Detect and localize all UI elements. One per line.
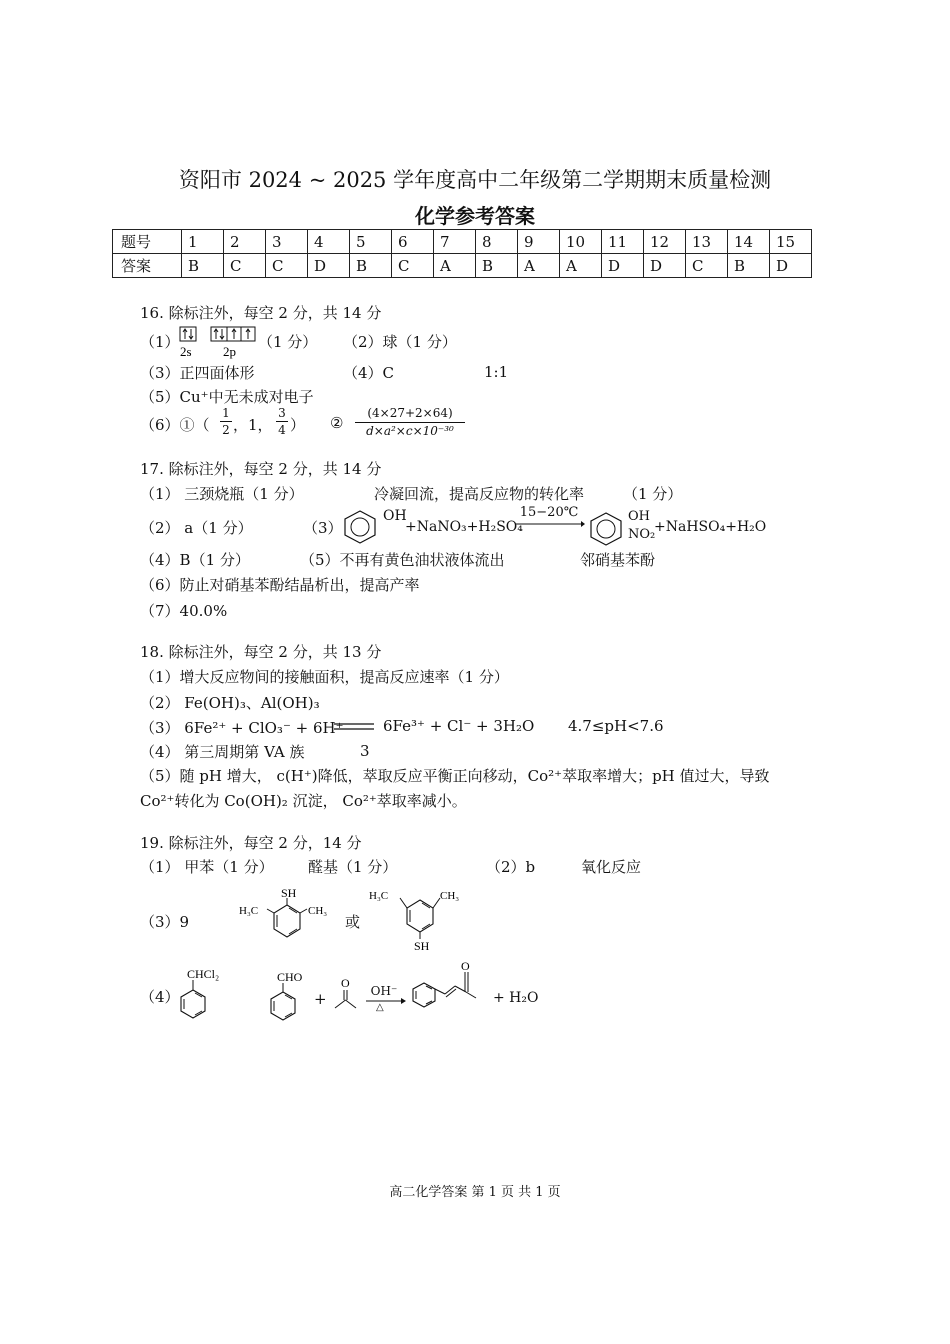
benzalacetone-structure-icon [410,958,490,1010]
table-cell: 5 [350,230,392,254]
thiophenol-structure-2-icon [366,884,476,954]
row-label-number: 题号 [113,230,182,254]
q19-part1b: 醛基（1 分） [308,858,398,876]
q16-part6-mid: ，1， [233,416,273,434]
fraction-numerator: 1 [222,406,230,420]
fraction-bar [276,421,288,422]
oxygen-label: O [461,959,470,973]
equals-sign-icon [334,722,374,732]
q17-part3: （3） [303,519,343,537]
chcl2-label: CHCl₂ [187,967,220,981]
table-cell: 11 [602,230,644,254]
table-cell: D [602,254,644,278]
table-cell: 7 [434,230,476,254]
table-cell: 2 [224,230,266,254]
q17-part5-name: 邻硝基苯酚 [580,551,656,569]
methyl-label: CH₃ [308,905,328,917]
q19-part4: （4） [140,988,180,1006]
reaction-arrow-icon [515,519,585,529]
q18-part5-line2: Co²⁺转化为 Co(OH)₂ 沉淀， Co²⁺萃取率减小。 [140,792,467,810]
q16-header: 16. 除标注外，每空 2 分，共 14 分 [140,304,382,322]
plus-sign: + [314,990,327,1008]
orbital-label-2p: 2p [223,344,236,359]
q19-header: 19. 除标注外，每空 2 分，14 分 [140,834,362,852]
sh-label: SH [414,939,430,953]
table-cell: 12 [644,230,686,254]
q17-products: +NaHSO₄+H₂O [654,519,767,535]
q18-part1: （1）增大反应物间的接触面积，提高反应速率（1 分） [140,668,509,686]
q16-part2: （2）球（1 分） [343,333,457,351]
q16-part4: （4）C [343,364,395,382]
q17-part5: （5）不再有黄色油状液体流出 [300,551,505,569]
q17-part4: （4）B（1 分） [140,551,250,569]
q16-part6-second: ② [330,414,344,432]
q16-part5: （5）Cu⁺中无未成对电子 [140,388,314,406]
q16-part6-label: （6）①（ [140,416,210,434]
product-no2-label: NO₂ [628,527,656,542]
table-cell: 15 [770,230,812,254]
row-label-answer: 答案 [113,254,182,278]
table-cell: B [728,254,770,278]
q18-part2: （2） Fe(OH)₃、Al(OH)₃ [140,694,320,712]
q18-part4: （4） 第三周期第 VA 族 [140,743,305,761]
methyl-label: H₃C [239,905,259,917]
table-cell: C [224,254,266,278]
q18-part5-line1: （5）随 pH 增大， c(H⁺)降低，萃取反应平衡正向移动，Co²⁺萃取率增大；pH 值过大，导致 [140,767,770,785]
orbital-diagram-icon [178,325,258,359]
water-product: + H₂O [493,990,539,1006]
formula-denominator: d×a²×c×10⁻³⁰ [366,424,454,438]
table-cell: 9 [518,230,560,254]
table-cell: B [182,254,224,278]
table-cell: C [686,254,728,278]
q19-part3: （3）9 [140,913,190,931]
table-cell: A [434,254,476,278]
formula-numerator: (4×27+2×64) [367,406,453,420]
page-title: 资阳市 2024 ~ 2025 学年度高中二年级第二学期期末质量检测 [178,168,772,192]
table-cell: 13 [686,230,728,254]
table-row-answers [113,254,812,278]
q19-part2: （2）b [486,858,536,876]
table-cell: 1 [182,230,224,254]
or-label: 或 [345,913,361,931]
oxygen-label: O [341,976,350,990]
q19-part2b: 氧化反应 [581,858,642,876]
orbital-label-2s: 2s [180,344,192,359]
q17-part1b: 冷凝回流，提高反应物的转化率 [374,485,585,503]
methyl-label: CH₃ [440,890,460,902]
table-cell: 14 [728,230,770,254]
acetone-structure-icon [330,976,362,1016]
q18-part3-ph: 4.7≤pH<7.6 [568,717,664,735]
table-cell: D [644,254,686,278]
fraction-denominator: 4 [278,423,286,437]
q18-header: 18. 除标注外，每空 2 分，共 13 分 [140,643,382,661]
benzene-ring-icon [340,508,380,546]
benzaldehyde-structure-icon [262,970,312,1028]
table-cell: 6 [392,230,434,254]
table-cell: B [350,254,392,278]
phenol-oh-label: OH [383,508,407,524]
q17-header: 17. 除标注外，每空 2 分，共 14 分 [140,460,382,478]
table-cell: B [476,254,518,278]
q18-part3-right: 6Fe³⁺ + Cl⁻ + 3H₂O [383,717,535,735]
table-cell: C [392,254,434,278]
table-cell: 8 [476,230,518,254]
q17-part1b-score: （1 分） [623,485,683,503]
q16-part4-ratio: 1:1 [484,363,509,381]
q16-part6-close: ） [290,416,306,434]
cho-label: CHO [277,970,303,984]
fraction-bar [220,421,232,422]
benzal-chloride-structure-icon [172,966,238,1026]
thiophenol-structure-1-icon [236,888,342,946]
page-footer: 高二化学答案 第 1 页 共 1 页 [389,1185,561,1200]
table-cell: A [518,254,560,278]
q17-part6: （6）防止对硝基苯酚结晶析出，提高产率 [140,576,420,594]
q16-part1-score: （1 分） [258,333,318,351]
product-oh-label: OH [628,509,650,524]
fraction-denominator: 2 [222,423,230,437]
q16-part3: （3）正四面体形 [140,364,255,382]
q17-part7: （7）40.0% [140,602,228,620]
fraction-numerator: 3 [278,406,286,420]
page-subtitle: 化学参考答案 [415,204,535,228]
table-cell: A [560,254,602,278]
q16-part1: （1） [140,333,180,351]
table-cell: C [266,254,308,278]
heat-symbol: △ [376,1002,384,1013]
benzene-ring-icon [586,510,626,548]
sh-label: SH [281,888,297,900]
table-row-numbers [113,230,812,254]
q17-part1: （1） 三颈烧瓶（1 分） [140,485,304,503]
q19-part1: （1） 甲苯（1 分） [140,858,274,876]
q18-part4-value: 3 [360,742,370,760]
table-cell: 3 [266,230,308,254]
answer-table [112,229,812,278]
q18-part3-left: （3） 6Fe²⁺ + ClO₃⁻ + 6H⁺ [140,719,344,737]
q17-part2: （2） a（1 分） [140,519,253,537]
table-cell: 10 [560,230,602,254]
reaction-condition: 15−20℃ [519,505,579,520]
q17-reactants: +NaNO₃+H₂SO₄ [405,519,523,535]
reaction-arrow-icon [366,996,406,1006]
catalyst-label: OH⁻ [370,984,398,998]
methyl-label: H₃C [369,890,389,902]
table-cell: D [770,254,812,278]
formula-bar [355,422,465,423]
table-cell: 4 [308,230,350,254]
table-cell: D [308,254,350,278]
